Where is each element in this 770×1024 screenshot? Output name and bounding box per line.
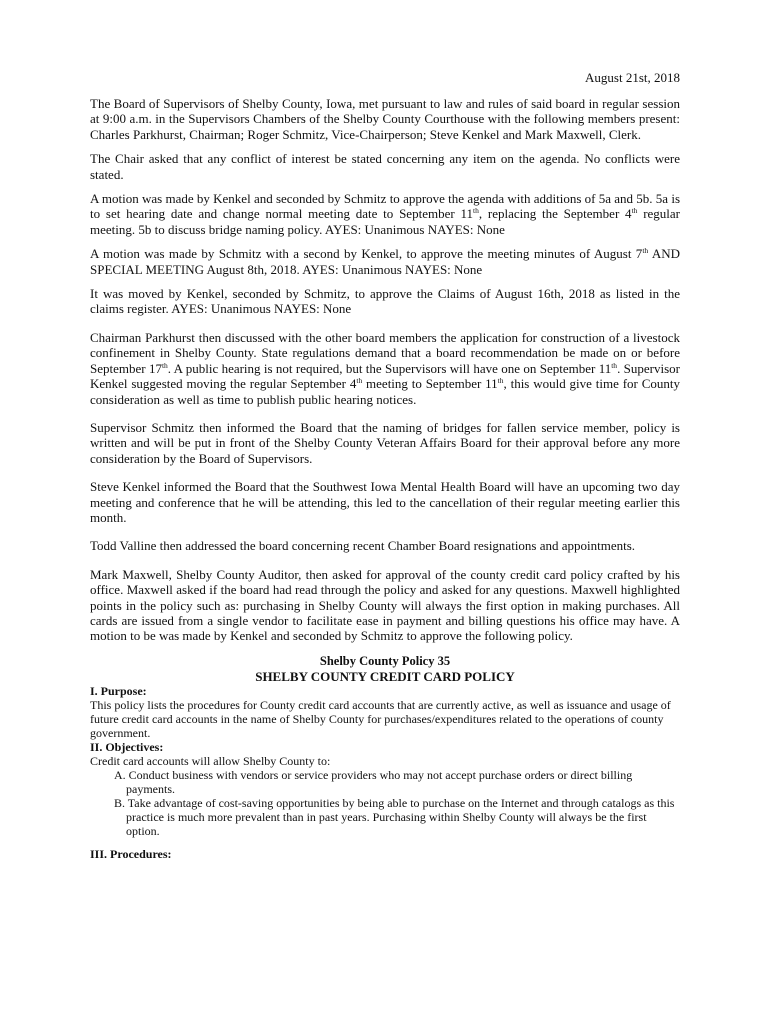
paragraph-conflict-of-interest: The Chair asked that any conflict of interest be stated concerning any item on the agenda. No conflicts were stated. — [90, 151, 680, 182]
objective-item: A. Conduct business with vendors or service providers who may not accept purchase orders or direct billing payments. — [114, 767, 633, 796]
paragraph-claims-motion: It was moved by Kenkel, seconded by Schmitz, to approve the Claims of August 16th, 2018 as listed in the claims register. AYES: Unanimous NAYES: None — [90, 286, 680, 317]
objectives-list — [90, 768, 680, 838]
purpose-text: This policy lists the procedures for County credit card accounts that are currently active, as well as issuance and usage of future credit card accounts in the name of Shelby County for purchases/expenditures related to the operations of county government. — [90, 697, 671, 740]
paragraph-minutes-motion: A motion was made by Schmitz with a second by Kenkel, to approve the meeting minutes of August 7th AND SPECIAL MEETING August 8th, 2018. AYES: Unanimous NAYES: None — [90, 246, 680, 277]
objectives-intro: Credit card accounts will allow Shelby County to: — [90, 753, 331, 768]
paragraph-chamber-board: Todd Valline then addressed the board concerning recent Chamber Board resignations and appointments. — [90, 538, 636, 554]
objectives-heading: II. Objectives: — [90, 739, 164, 754]
paragraph-livestock-confinement: Chairman Parkhurst then discussed with the other board members the application for construction of a livestock confinement in Shelby County. State regulations demand that a board recommendation be made on or before September 17th. A public hearing is not required, but the Supervisors will have one on September 11th. Supervisor Kenkel suggested moving the regular September 4th meeting to September 11th, this would give time for County consideration as well as time to publish public hearing notices. — [90, 329, 680, 407]
minutes-page — [90, 70, 680, 861]
objective-item: B. Take advantage of cost-saving opportunities by being able to purchase on the Internet and through catalogs as this practice is much more prevalent than in past years. Purchasing within Shelby County will always be the first option. — [114, 795, 675, 838]
purpose-heading: I. Purpose: — [90, 683, 147, 698]
paragraph-attendance: The Board of Supervisors of Shelby County, Iowa, met pursuant to law and rules of said board in regular session at 9:00 a.m. in the Supervisors Chambers of the Shelby County Courthouse with the following members present: Charles Parkhurst, Chairman; Roger Schmitz, Vice-Chairperson; Steve Kenkel and Mark Maxwell, Clerk. — [90, 96, 680, 142]
procedures-heading: III. Procedures: — [90, 846, 172, 861]
policy-title: Shelby County Policy 35 — [319, 653, 451, 668]
paragraph-bridge-naming: Supervisor Schmitz then informed the Board that the naming of bridges for fallen service member, policy is written and will be put in front of the Shelby County Veteran Affairs Board for their approval before any more consideration by the Board of Supervisors. — [90, 419, 680, 466]
policy-subtitle: SHELBY COUNTY CREDIT CARD POLICY — [255, 668, 515, 684]
paragraph-credit-card-policy: Mark Maxwell, Shelby County Auditor, then asked for approval of the county credit card policy crafted by his office. Maxwell asked if the board had read through the policy and asked for any questions. Maxwell highlighted points in the policy such as: purchasing in Shelby County will always the first option in making purchases. All cards are issued from a single vendor to facilitate ease in payment and billing questions his office may have. A motion to be was made by Kenkel and seconded by Schmitz to approve the following policy. — [90, 566, 680, 644]
paragraph-mental-health-board: Steve Kenkel informed the Board that the Southwest Iowa Mental Health Board will have an upcoming two day meeting and conference that he will be attending, this led to the cancellation of their regular meeting earlier this month. — [90, 479, 680, 525]
paragraph-agenda-motion: A motion was made by Kenkel and seconded by Schmitz to approve the agenda with additions of 5a and 5b. 5a is to set hearing date and change normal meeting date to September 11th, replacing the September 4th regular meeting. 5b to discuss bridge naming policy. AYES: Unanimous NAYES: None — [90, 191, 681, 237]
meeting-date: August 21st, 2018 — [585, 70, 680, 85]
